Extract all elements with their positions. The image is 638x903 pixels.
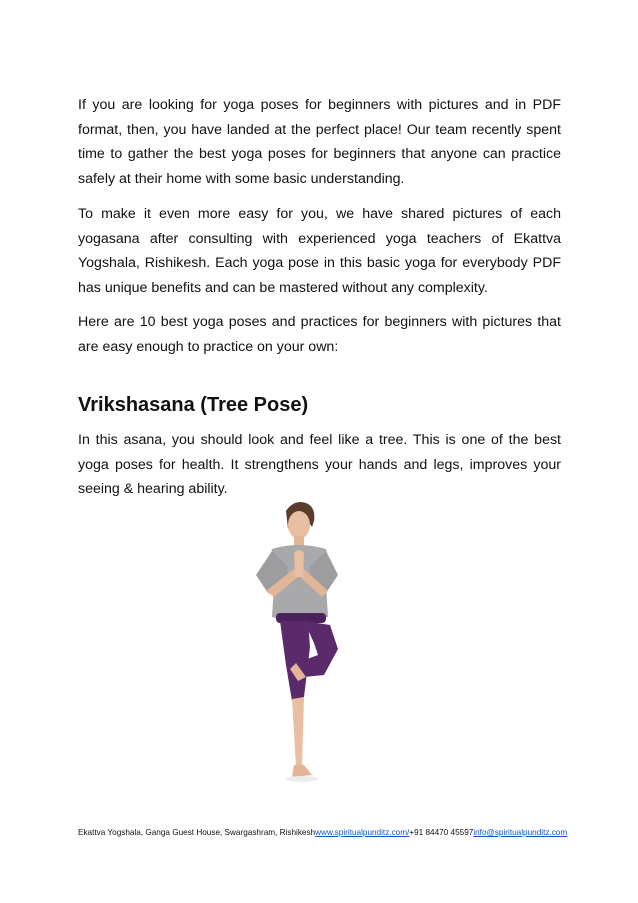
second-paragraph: To make it even more easy for you, we have shared pictures of each yogasana after consulting with experienced yoga teachers of Ekattva Yogshala, Rishikesh. Each yoga pose in this basic yoga for everybody PDF has unique benefits and can be mastered without any complexity. bbox=[78, 206, 561, 296]
page-footer bbox=[78, 827, 568, 838]
section-heading: Vrikshasana (Tree Pose) bbox=[78, 394, 309, 416]
footer-phone: +91 84470 45597 bbox=[409, 828, 474, 837]
tree-pose-photo bbox=[226, 497, 376, 793]
intro-paragraph: If you are looking for yoga poses for beginners with pictures and in PDF format, then, you have landed at the perfect place! Our team recently spent time to gather the best yoga poses for beginners that anyone can practice safely at their home with some basic understanding. bbox=[78, 97, 561, 187]
footer-website-link[interactable]: www.spiritualpunditz.com/ bbox=[315, 828, 410, 837]
section-body: In this asana, you should look and feel like a tree. This is one of the best yoga poses for health. It strengthens your hands and legs, improves your seeing & hearing ability. bbox=[78, 432, 561, 497]
footer-email-link[interactable]: info@spiritualpunditz.com bbox=[473, 828, 568, 837]
footer-address: Ekattva Yogshala, Ganga Guest House, Swargashram, Rishikesh bbox=[78, 828, 316, 837]
third-paragraph: Here are 10 best yoga poses and practices for beginners with pictures that are easy enough to practice on your own: bbox=[78, 314, 561, 355]
